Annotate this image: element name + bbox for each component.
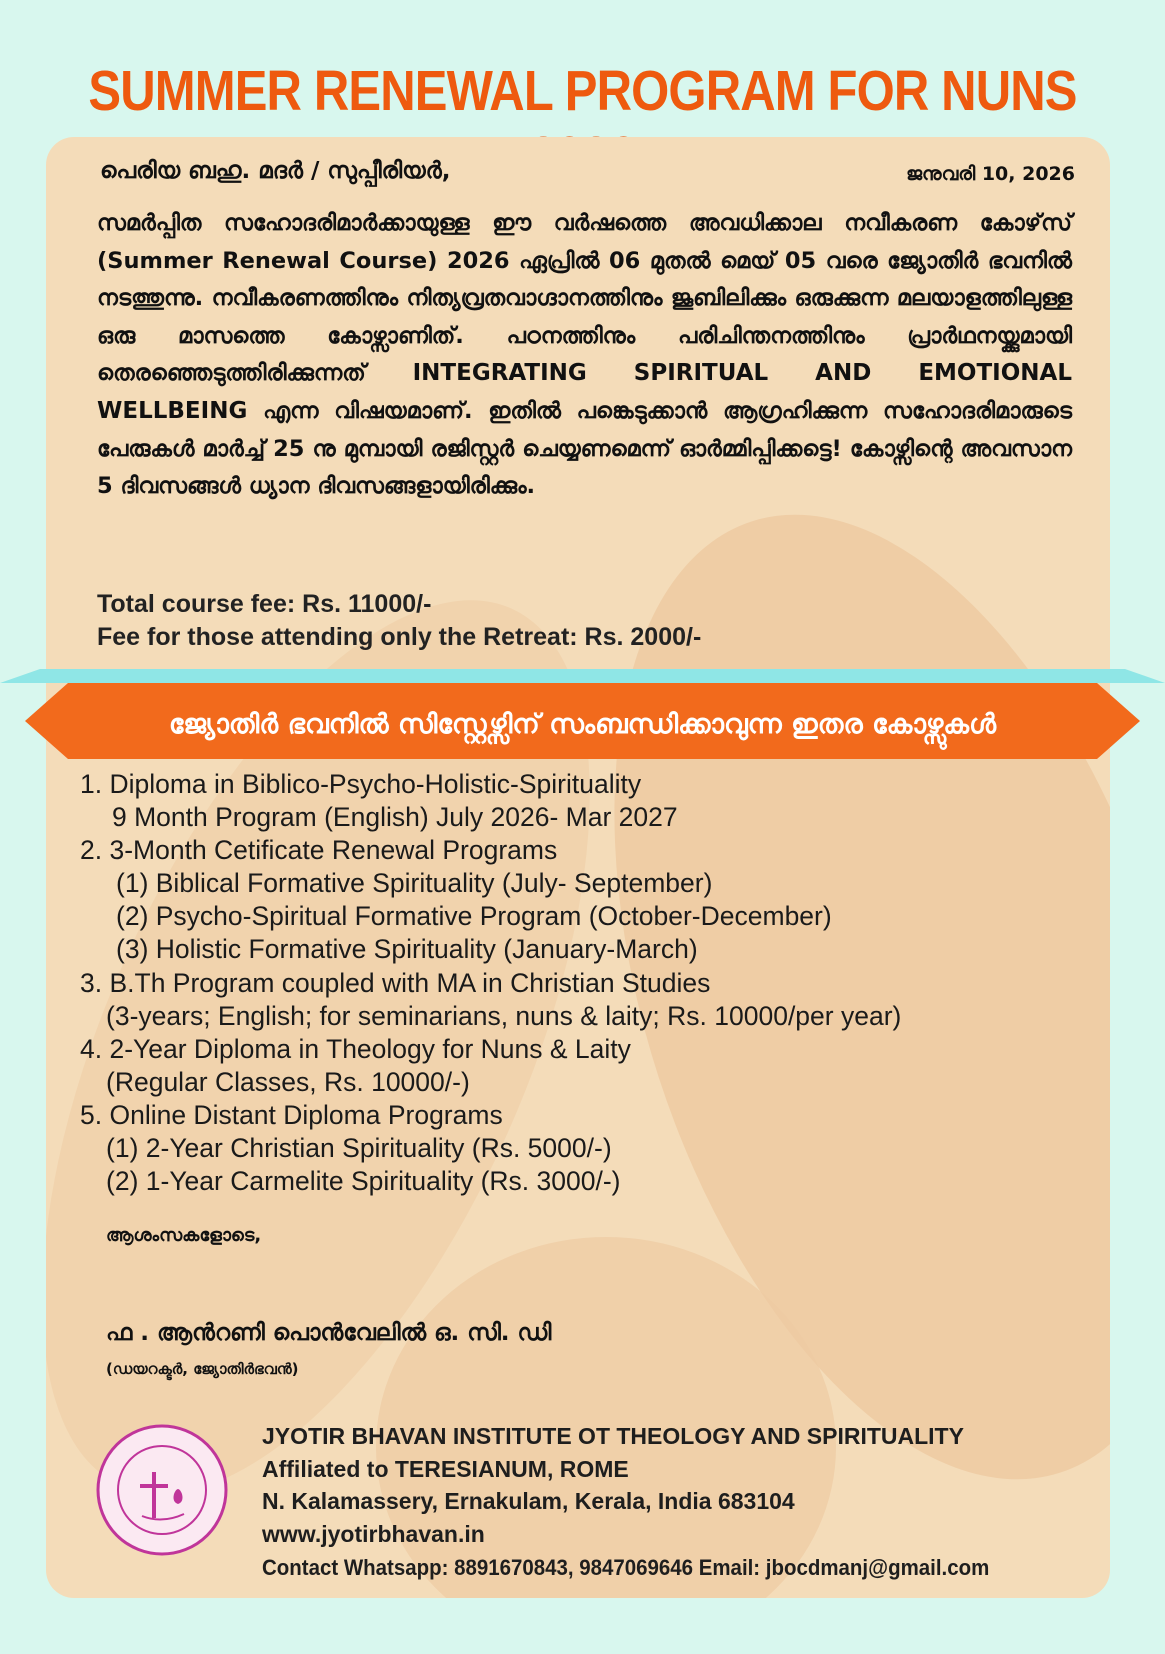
list-item: 5. Online Distant Diploma Programs: [80, 1099, 503, 1130]
contact-line: Contact Whatsapp: 8891670843, 9847069646 Email: jbocdmanj@gmail.com: [262, 1555, 990, 1580]
letter-body: [97, 205, 1072, 506]
fees-block: [97, 588, 701, 654]
list-item: (2) Psycho-Spiritual Formative Program (October-December): [116, 901, 832, 932]
list-item: 2. 3-Month Cetificate Renewal Programs: [80, 835, 558, 866]
list-item: (Regular Classes, Rs. 10000/-): [106, 1066, 470, 1097]
list-item: 3. B.Th Program coupled with MA in Christian Studies: [80, 967, 711, 998]
institute-seal: [92, 1420, 232, 1560]
institute-name: JYOTIR BHAVAN INSTITUTE OT THEOLOGY AND SPIRITUALITY: [262, 1423, 964, 1449]
closing-salutation: ആശംസകളോടെ,: [106, 1225, 262, 1246]
list-item: (1) 2-Year Christian Spirituality (Rs. 5000/-): [106, 1133, 612, 1164]
list-item: (3-years; English; for seminarians, nuns & laity; Rs. 10000/per year): [106, 1000, 902, 1031]
banner-title: ജ്യോതിർ ഭവനിൽ സിസ്റ്റേഴ്സിന് സംബന്ധിക്കാവുന്ന ഇതര കോഴ്സുകൾ: [168, 709, 997, 740]
letter-body-part2: എന്ന വിഷയമാണ്. ഇതിൽ പങ്കെടുക്കാൻ ആഗ്രഹിക്കുന്ന സഹോദരിമാരുടെ പേരുകൾ മാർച്ച് 25 നു മുമ്പായി രജിസ്റ്റർ ചെയ്യണമെന്ന് ഓർമ്മിപ്പിക്കട്ടെ! കോഴ്സിന്റെ അവസാന 5 ദിവസങ്ങൾ ധ്യാന ദിവസങ്ങളായിരിക്കും.: [97, 397, 1072, 500]
list-item: 4. 2-Year Diploma in Theology for Nuns & Laity: [80, 1033, 631, 1064]
institute-info: [262, 1420, 964, 1550]
signer-name: ഫ . ആൻറണി പൊൻവേലിൽ ഒ. സി. ഡി: [106, 1320, 552, 1346]
letter-body-part1: സമർപ്പിത സഹോദരിമാർക്കായുള്ള ഈ വർഷത്തെ അവധിക്കാല നവീകരണ കോഴ്‌സ് (Summer Renewal Course) 2026 ഏപ്രിൽ 06 മുതൽ മെയ് 05 വരെ ജ്യോതിർ ഭവനിൽ നടത്തുന്നു. നവീകരണത്തിനും നിത്യവ്രതവാഗ്ദാനത്തിനും ജൂബിലിക്കും ഒരുക്കുന്ന മലയാളത്തിലുള്ള ഒരു മാസത്തെ കോഴ്സാണിത്. പഠനത്തിനും പരിചിന്തനത്തിനും പ്രാർഥനയ്ക്കുമായി തെരഞ്ഞെടുത്തിരിക്കുന്നത്: [97, 210, 1072, 387]
fee-retreat: Fee for those attending only the Retreat: Rs. 2000/-: [97, 623, 702, 651]
list-item: (2) 1-Year Carmelite Spirituality (Rs. 3000/-): [106, 1166, 621, 1197]
signer-role: (ഡയറക്ടർ, ജ്യോതിർഭവൻ): [106, 1360, 299, 1378]
institute-website[interactable]: www.jyotirbhavan.in: [262, 1520, 485, 1547]
institute-affiliation: Affiliated to TERESIANUM, ROME: [262, 1455, 629, 1482]
letter-greeting: പെരിയ ബഹു. മദർ / സുപ്പീരിയർ,: [100, 158, 451, 184]
list-item: 1. Diploma in Biblico-Psycho-Holistic-Spirituality: [80, 769, 642, 799]
letter-date: ജനുവരി 10, 2026: [906, 163, 1075, 185]
list-item: (1) Biblical Formative Spirituality (July- September): [116, 868, 713, 899]
page-title: SUMMER RENEWAL PROGRAM FOR NUNS: [88, 59, 1077, 123]
list-item: 9 Month Program (English) July 2026- Mar 2027: [112, 802, 678, 833]
institute-address: N. Kalamassery, Ernakulam, Kerala, India 683104: [262, 1488, 795, 1514]
course-theme: INTEGRATING SPIRITUAL AND EMOTIONAL WELLBEING: [97, 360, 1072, 424]
fee-total: Total course fee: Rs. 11000/-: [97, 590, 432, 618]
course-list: [80, 768, 1080, 1198]
list-item: (3) Holistic Formative Spirituality (January-March): [116, 934, 698, 965]
